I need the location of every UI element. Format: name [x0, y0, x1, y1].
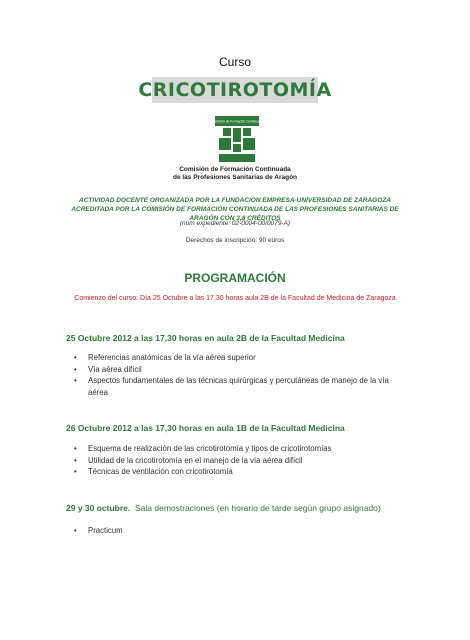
- registration-fee: Derechos de inscripción: 90 euros: [185, 237, 285, 244]
- course-start-info: Comienzo del curso: Día 25 Octubre a las 17,30 horas aula 2B de la Facultad de Medicina de Zaragoza: [74, 295, 396, 302]
- course-title: CRICOTIROTOMÍA: [138, 79, 332, 101]
- session-3-date: 29 y 30 octubre.: [66, 503, 131, 513]
- list-item: • Vía aérea difícil: [74, 364, 142, 374]
- activity-accreditation: ACTIVIDAD DOCENTE ORGANIZADA POR LA FUNDACION EMPRESA-UNIVERSIDAD DE ZARAGOZA ACREDITADA POR LA COMISIÓN DE FORMACIÓN CONTINUADA DE LAS PROFESIONES SANITARIAS DE ARAGÓN CON 3,8 CRÉDITOS: [71, 197, 399, 222]
- list-item: • Aspectos fundamentales de las técnicas quirúrgicas y percutáneas de manejo de la vía aérea: [74, 376, 389, 397]
- list-item: • Practicum: [74, 526, 123, 535]
- bullet-icon: •: [74, 467, 77, 476]
- bullet-icon: •: [74, 364, 77, 374]
- organization-line-1: Comisión de Formación Continuada: [179, 166, 291, 173]
- title-banner: [138, 77, 332, 103]
- session-3-list: [74, 525, 404, 537]
- session-3-location: Sala demostraciones (en horario de tarde según grupo asignado): [135, 503, 381, 513]
- session-3-title: [66, 503, 381, 513]
- session-1-title: 25 Octubre 2012 a las 17,30 horas en aula 2B de la Facultad Medicina: [66, 333, 345, 343]
- course-label: Curso: [218, 55, 251, 69]
- session-1-list: [74, 352, 404, 398]
- organization-name: [0, 166, 470, 182]
- bullet-icon: •: [74, 444, 77, 453]
- organization-line-2: de las Profesiones Sanitarias de Aragón: [172, 174, 298, 181]
- list-item: • Técnicas de ventilación con cricotirotomía: [74, 467, 233, 476]
- list-item: • Utilidad de la cricotirotomía en el manejo de la vía aérea difícil: [74, 455, 303, 465]
- list-item: • Esquema de realización de las cricotirotomía y tipos de cricotirotomías: [74, 444, 332, 453]
- session-2-title: 26 Octubre 2012 a las 17,30 horas en aula 1B de la Facultad Medicina: [66, 423, 345, 433]
- organization-logo-icon: [211, 116, 263, 164]
- list-item: • Referencias anatómicas de la vía aérea superior: [74, 353, 256, 362]
- logo-caption: Comisión de Formación Continuada: [211, 119, 263, 124]
- programacion-heading: PROGRAMACIÓN: [184, 271, 286, 285]
- bullet-icon: •: [74, 526, 77, 535]
- bullet-icon: •: [74, 353, 77, 362]
- bullet-icon: •: [74, 455, 77, 465]
- expediente-number: (núm expediente: 02-0004-00/0079-A): [179, 220, 291, 227]
- session-2-list: [74, 443, 404, 478]
- bullet-icon: •: [74, 376, 77, 385]
